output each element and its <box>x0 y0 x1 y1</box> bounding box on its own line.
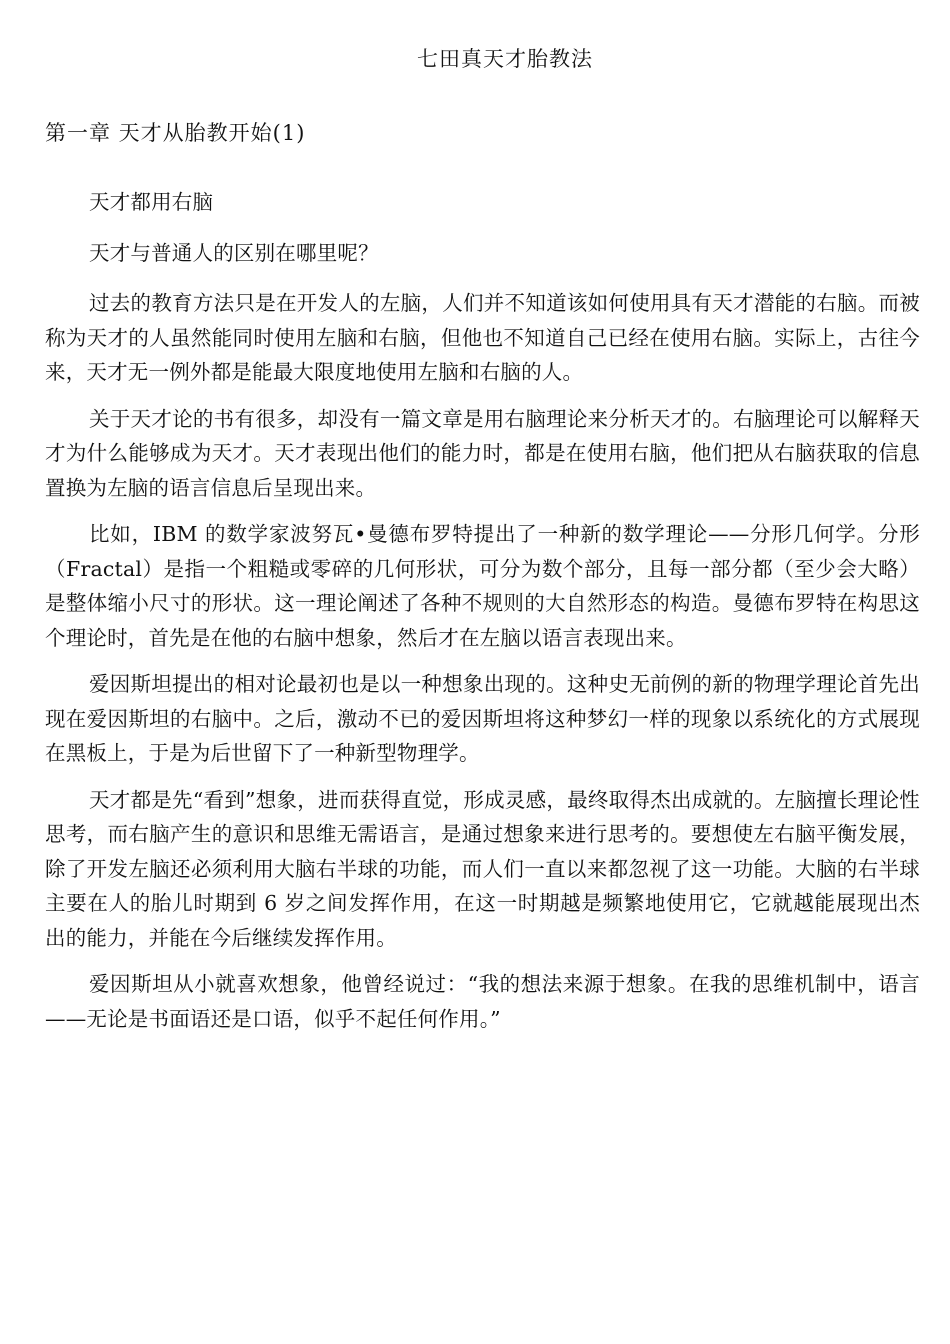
paragraph: 爱因斯坦从小就喜欢想象，他曾经说过：“我的想法来源于想象。在我的思维机制中，语言——无论是书面语还是口语，似乎不起任何作用。” <box>45 972 920 1031</box>
section-heading: 天才都用右脑 <box>89 190 214 214</box>
paragraph: 天才都是先“看到”想象，进而获得直觉，形成灵感，最终取得杰出成就的。左脑擅长理论性思考，而右脑产生的意识和思维无需语言，是通过想象来进行思考的。要想使左右脑平衡发展，除了开发左脑还必须利用大脑右半球的功能，而人们一直以来都忽视了这一功能。大脑的右半球主要在人的胎儿时期到 6 岁之间发挥作用，在这一时期越是频繁地使用它，它就越能展现出杰出的能力，并能在今后继续发挥作用。 <box>45 787 920 950</box>
chapter-heading: 第一章 天才从胎教开始(1) <box>45 121 306 145</box>
document-body <box>45 185 920 1048</box>
paragraph: 比如，IBM 的数学家波努瓦•曼德布罗特提出了一种新的数学理论——分形几何学。分形（Fractal）是指一个粗糙或零碎的几何形状，可分为数个部分，且每一部分都（至少会大略）是整体缩小尺寸的形状。这一理论阐述了各种不规则的大自然形态的构造。曼德布罗特在构思这个理论时，首先是在他的右脑中想象，然后才在左脑以语言表现出来。 <box>45 522 920 650</box>
document-title: 七田真天才胎教法 <box>417 47 593 71</box>
paragraph: 爱因斯坦提出的相对论最初也是以一种想象出现的。这种史无前例的新的物理学理论首先出现在爱因斯坦的右脑中。之后，激动不已的爱因斯坦将这种梦幻一样的现象以系统化的方式展现在黑板上，于是为后世留下了一种新型物理学。 <box>45 672 920 765</box>
paragraph: 天才与普通人的区别在哪里呢？ <box>89 240 379 265</box>
paragraph: 过去的教育方法只是在开发人的左脑，人们并不知道该如何使用具有天才潜能的右脑。而被称为天才的人虽然能同时使用左脑和右脑，但他也不知道自己已经在使用右脑。实际上，古往今来，天才无一例外都是能最大限度地使用左脑和右脑的人。 <box>45 291 920 384</box>
paragraph: 关于天才论的书有很多，却没有一篇文章是用右脑理论来分析天才的。右脑理论可以解释天才为什么能够成为天才。天才表现出他们的能力时，都是在使用右脑，他们把从右脑获取的信息置换为左脑的语言信息后呈现出来。 <box>45 406 920 500</box>
